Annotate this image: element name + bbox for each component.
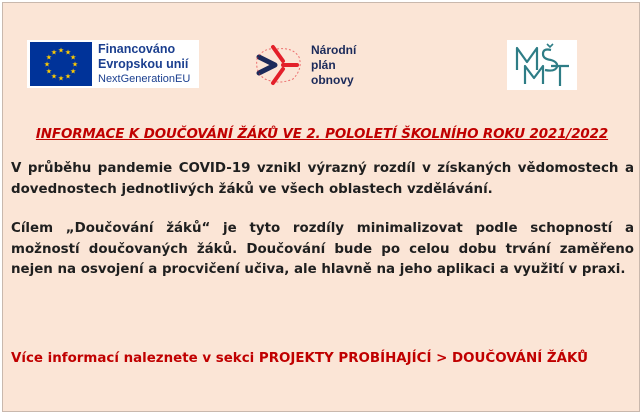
- eu-star-icon: ★: [43, 60, 51, 69]
- npo-logo-line1: Národní: [311, 42, 357, 57]
- eu-star-icon: ★: [69, 53, 77, 62]
- eu-star-icon: ★: [71, 60, 79, 69]
- eu-logo-line3: NextGenerationEU: [98, 72, 191, 85]
- npo-logo-line2: plán: [311, 57, 336, 72]
- paragraph-tutoring-goal: Cílem „Doučování žáků“ je tyto rozdíly minimalizovat podle schopností a možností doučovaných žáků. Doučování bude po celou dobu trvání zaměřeno nejen na osvojení a procvičení učiva, ale hlavně na jeho aplikaci a využití v praxi.: [11, 221, 634, 277]
- eu-star-icon: ★: [57, 46, 65, 55]
- eu-star-icon: ★: [45, 53, 53, 62]
- page-title: INFORMACE K DOUČOVÁNÍ ŽÁKŮ VE 2. POLOLETÍ ŠKOLNÍHO ROKU 2021/2022: [35, 127, 609, 142]
- eu-funding-logo: [27, 40, 199, 88]
- eu-star-icon: ★: [64, 72, 72, 81]
- eu-star-icon: ★: [69, 67, 77, 76]
- notice-panel: [2, 2, 640, 412]
- eu-star-icon: ★: [57, 74, 65, 83]
- eu-logo-line2: Evropskou unií: [98, 56, 189, 71]
- npo-logo-text: [311, 43, 356, 88]
- paragraph-more-info: Více informací naleznete v sekci PROJEKTY PROBÍHAJÍCÍ > DOUČOVÁNÍ ŽÁKŮ: [11, 351, 588, 366]
- eu-logo-text: [98, 42, 190, 87]
- npo-emblem-icon: [253, 39, 305, 91]
- npo-logo: [253, 39, 378, 91]
- npo-logo-line3: obnovy: [311, 72, 354, 87]
- eu-logo-line1: Financováno: [98, 41, 176, 56]
- eu-star-icon: ★: [50, 72, 58, 81]
- eu-star-icon: ★: [64, 48, 72, 57]
- paragraph-pandemic-gap: V průběhu pandemie COVID-19 vznikl výrazný rozdíl v získaných vědomostech a dovednostech jednotlivých žáků ve všech oblastech vzdělávání.: [11, 161, 634, 197]
- eu-star-icon: ★: [45, 67, 53, 76]
- eu-star-icon: ★: [50, 48, 58, 57]
- eu-flag-icon: [30, 42, 92, 86]
- msmt-logo: [507, 40, 577, 90]
